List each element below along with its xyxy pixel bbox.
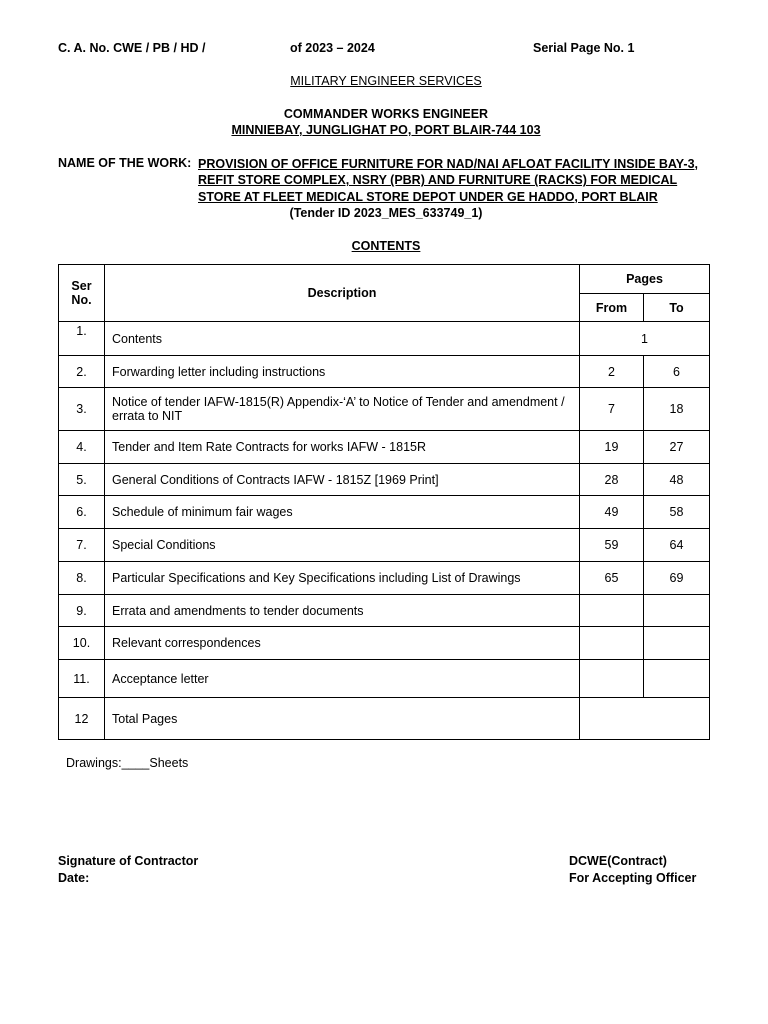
service-name: MILITARY ENGINEER SERVICES bbox=[290, 74, 482, 88]
row-description: Errata and amendments to tender documents bbox=[105, 595, 580, 627]
row-total-pages bbox=[580, 698, 710, 740]
table-row bbox=[59, 388, 710, 431]
row-to: 64 bbox=[644, 529, 710, 562]
header-ser-no: Ser No. bbox=[59, 265, 105, 322]
row-description: Schedule of minimum fair wages bbox=[105, 496, 580, 529]
contents-heading: CONTENTS bbox=[351, 239, 421, 253]
row-ser: 9. bbox=[59, 595, 105, 627]
row-description: Contents bbox=[105, 322, 580, 356]
row-ser: 8. bbox=[59, 562, 105, 595]
row-ser: 5. bbox=[59, 464, 105, 496]
table-row bbox=[59, 698, 710, 740]
row-description: Relevant correspondences bbox=[105, 627, 580, 660]
row-from: 28 bbox=[580, 464, 644, 496]
drawings-sheets: Drawings:____Sheets bbox=[66, 756, 189, 770]
accepting-officer: For Accepting Officer bbox=[569, 871, 697, 885]
tender-id: (Tender ID 2023_MES_633749_1) bbox=[289, 206, 483, 220]
row-to: 6 bbox=[644, 356, 710, 388]
table-row bbox=[59, 322, 710, 356]
header-from: From bbox=[580, 294, 644, 322]
header-description: Description bbox=[105, 265, 580, 322]
row-to bbox=[644, 627, 710, 660]
table-row bbox=[59, 464, 710, 496]
row-ser: 11. bbox=[59, 660, 105, 698]
row-from: 65 bbox=[580, 562, 644, 595]
table-row bbox=[59, 595, 710, 627]
row-from: 49 bbox=[580, 496, 644, 529]
row-from bbox=[580, 595, 644, 627]
row-ser: 12 bbox=[59, 698, 105, 740]
row-from: 7 bbox=[580, 388, 644, 431]
row-description: Tender and Item Rate Contracts for works IAFW - 1815R bbox=[105, 431, 580, 464]
date-label: Date: bbox=[58, 871, 90, 885]
row-description: Forwarding letter including instructions bbox=[105, 356, 580, 388]
table-row bbox=[59, 431, 710, 464]
table-row bbox=[59, 496, 710, 529]
row-ser: 4. bbox=[59, 431, 105, 464]
dcwe-contract: DCWE(Contract) bbox=[569, 854, 667, 868]
table-row bbox=[59, 562, 710, 595]
header-to: To bbox=[644, 294, 710, 322]
row-ser: 7. bbox=[59, 529, 105, 562]
row-to: 27 bbox=[644, 431, 710, 464]
row-ser: 3. bbox=[59, 388, 105, 431]
table-row bbox=[59, 356, 710, 388]
name-of-work-text: PROVISION OF OFFICE FURNITURE FOR NAD/NAI AFLOAT FACILITY INSIDE BAY-3, REFIT STORE COMPLEX, NSRY (PBR) AND FURNITURE (RACKS) FOR MEDICAL STORE AT FLEET MEDICAL STORE DEPOT UNDER GE HADDO, PORT BLAIR bbox=[198, 157, 699, 204]
row-to: 48 bbox=[644, 464, 710, 496]
row-to bbox=[644, 595, 710, 627]
row-from: 59 bbox=[580, 529, 644, 562]
row-ser: 1. bbox=[59, 322, 105, 356]
row-to bbox=[644, 660, 710, 698]
office-address: MINNIEBAY, JUNGLIGHAT PO, PORT BLAIR-744 103 bbox=[231, 123, 541, 137]
table-row bbox=[59, 660, 710, 698]
row-to: 58 bbox=[644, 496, 710, 529]
name-of-work-label: NAME OF THE WORK: bbox=[58, 156, 192, 170]
row-from: 19 bbox=[580, 431, 644, 464]
row-to: 69 bbox=[644, 562, 710, 595]
office-name: COMMANDER WORKS ENGINEER bbox=[283, 107, 489, 121]
signature-of-contractor: Signature of Contractor bbox=[58, 854, 199, 868]
row-description: Total Pages bbox=[105, 698, 580, 740]
table-row bbox=[59, 529, 710, 562]
row-description: Notice of tender IAFW-1815(R) Appendix-‘A’ to Notice of Tender and amendment / errata to NIT bbox=[105, 388, 580, 431]
contract-year: of 2023 – 2024 bbox=[290, 41, 375, 55]
row-ser: 2. bbox=[59, 356, 105, 388]
header-pages: Pages bbox=[580, 265, 710, 294]
row-from: 2 bbox=[580, 356, 644, 388]
row-description: Particular Specifications and Key Specifications including List of Drawings bbox=[105, 562, 580, 595]
table-row bbox=[59, 627, 710, 660]
row-from bbox=[580, 660, 644, 698]
row-from bbox=[580, 627, 644, 660]
row-pages: 1 bbox=[580, 322, 710, 356]
row-description: Acceptance letter bbox=[105, 660, 580, 698]
row-ser: 6. bbox=[59, 496, 105, 529]
row-ser: 10. bbox=[59, 627, 105, 660]
row-description: Special Conditions bbox=[105, 529, 580, 562]
contents-table bbox=[58, 264, 710, 740]
ca-number: C. A. No. CWE / PB / HD / bbox=[58, 41, 206, 55]
serial-page-number: Serial Page No. 1 bbox=[533, 41, 635, 55]
row-description: General Conditions of Contracts IAFW - 1815Z [1969 Print] bbox=[105, 464, 580, 496]
row-to: 18 bbox=[644, 388, 710, 431]
